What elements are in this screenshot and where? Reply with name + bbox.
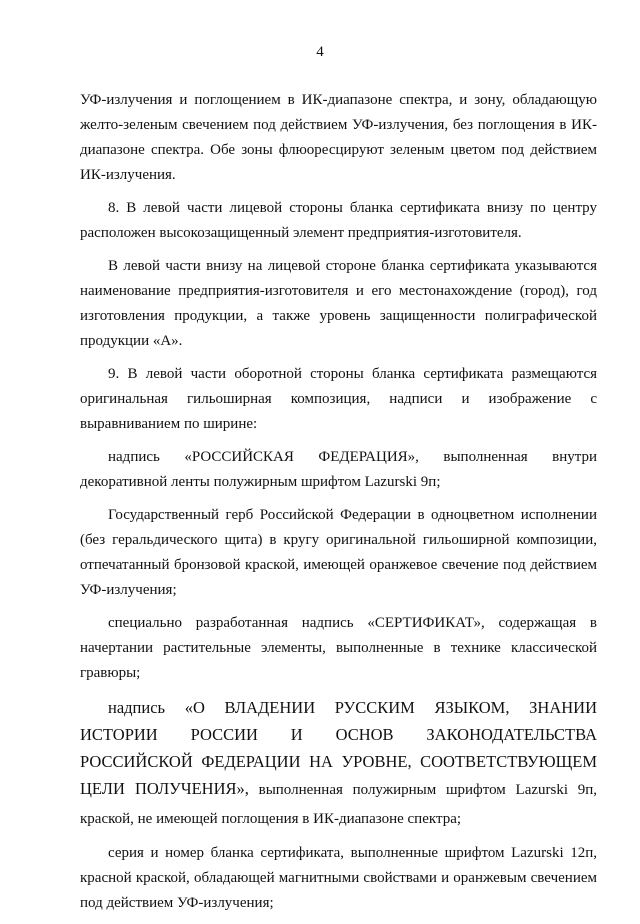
inscription-caps-text: надпись «О ВЛАДЕНИИ РУССКИМ ЯЗЫКОМ, ЗНАНИИ ИСТОРИИ РОССИИ И ОСНОВ ЗАКОНОДАТЕЛЬСТВА РОССИЙСКОЙ ФЕДЕРАЦИИ НА УРОВНЕ, СООТВЕТСТВУЮЩЕМ ЦЕЛИ ПОЛУЧЕНИЯ», xyxy=(80,698,597,798)
paragraph-coat-of-arms: Государственный герб Российской Федерации в одноцветном исполнении (без геральдического щита) в кругу оригинальной гильоширной композиции, отпечатанный бронзовой краской, имеющей оранжевое свечение под действием УФ-излучения; xyxy=(80,507,597,598)
document-body xyxy=(80,88,597,924)
paragraph-series-number: серия и номер бланка сертификата, выполненные шрифтом Lazurski 12п, красной краской, обладающей магнитными свойствами и оранжевым свечением под действием УФ-излучения; xyxy=(80,845,597,911)
paragraph-inscription-russian-federation: надпись «РОССИЙСКАЯ ФЕДЕРАЦИЯ», выполненная внутри декоративной ленты полужирным шрифтом Lazurski 9п; xyxy=(80,449,597,490)
paragraph-continuation: УФ-излучения и поглощением в ИК-диапазоне спектра, и зону, обладающую желто-зеленым свечением под действием УФ-излучения, без поглощения в ИК-диапазоне спектра. Обе зоны флюоресцируют зеленым цветом под действием ИК-излучения. xyxy=(80,92,597,183)
paragraph-inscription-certificate: специально разработанная надпись «СЕРТИФИКАТ», содержащая в начертании растительные элементы, выполненные в технике классической гравюры; xyxy=(80,615,597,681)
page-number: 4 xyxy=(316,44,324,60)
inscription-rest-text: выполненная полужирным шрифтом Lazurski 9п, краской, не имеющей поглощения в ИК-диапазоне спектра; xyxy=(80,782,598,827)
paragraph-manufacturer-info: В левой части внизу на лицевой стороне бланка сертификата указываются наименование предприятия-изготовителя и его местонахождение (город), год изготовления продукции, а также уровень защищенности полиграфической продукции «А». xyxy=(80,258,597,349)
paragraph-item-9: 9. В левой части оборотной стороны бланка сертификата размещаются оригинальная гильоширная композиция, надписи и изображение с выравниванием по ширине: xyxy=(80,366,597,432)
paragraph-inscription-language-knowledge xyxy=(80,694,597,833)
paragraph-item-8: 8. В левой части лицевой стороны бланка сертификата внизу по центру расположен высокозащищенный элемент предприятия-изготовителя. xyxy=(80,200,597,241)
